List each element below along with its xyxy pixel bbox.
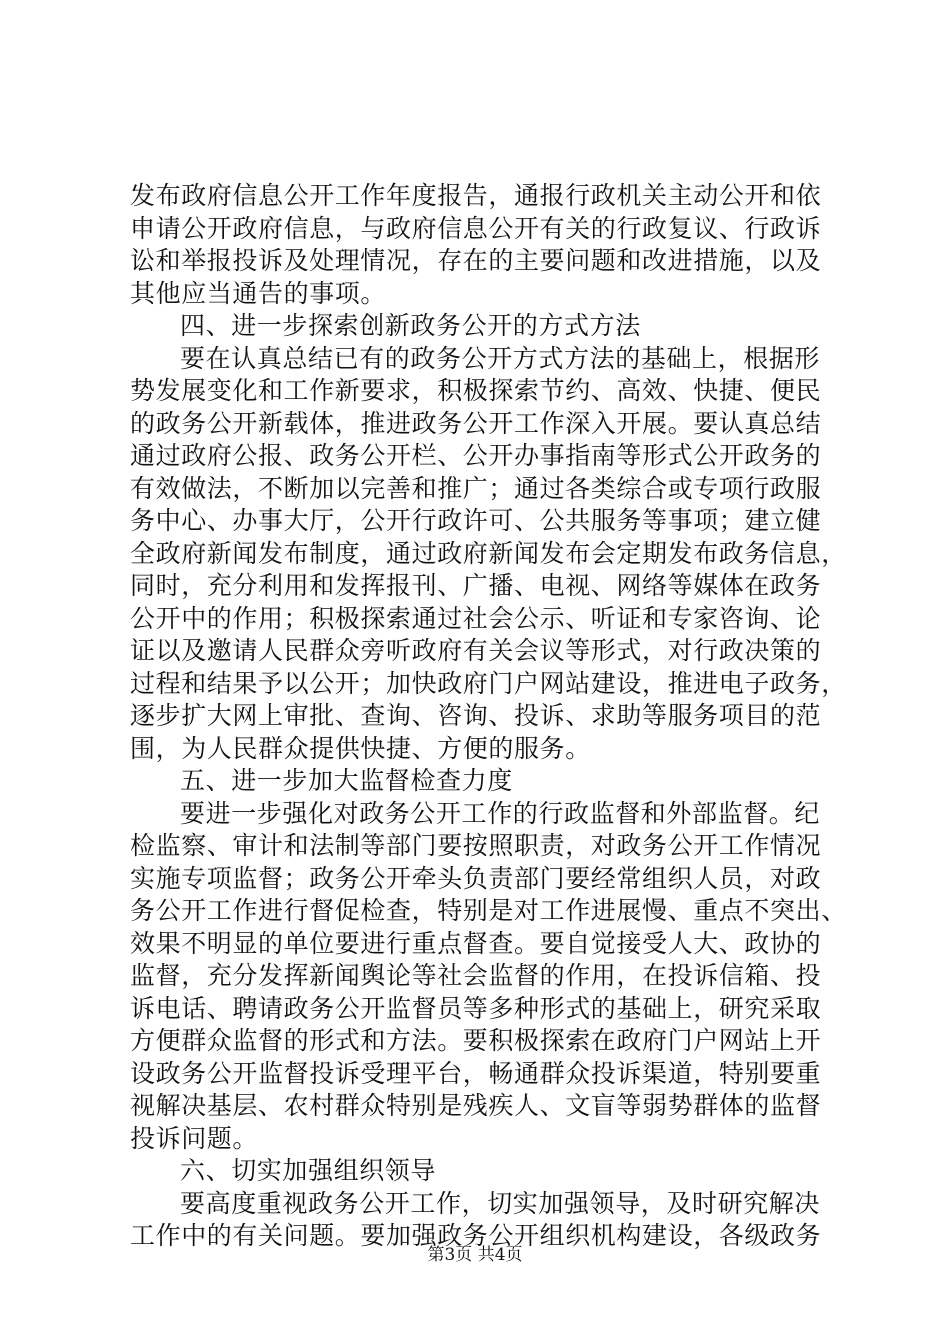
text-line: 全政府新闻发布制度，通过政府新闻发布会定期发布政务信息， bbox=[130, 538, 847, 568]
text-line: 要进一步强化对政务公开工作的行政监督和外部监督。纪 bbox=[180, 798, 821, 828]
section-heading: 六、切实加强组织领导 bbox=[180, 1156, 437, 1185]
text-line: 务公开工作进行督促检查，特别是对工作进展慢、重点不突出、 bbox=[130, 896, 847, 925]
text-line: 检监察、审计和法制等部门要按照职责，对政务公开工作情况 bbox=[130, 831, 822, 860]
text-line: 通过政府公报、政务公开栏、公开办事指南等形式公开政务的 bbox=[130, 441, 822, 470]
text-line: 要高度重视政务公开工作，切实加强领导，及时研究解决 bbox=[180, 1188, 821, 1218]
text-line: 要在认真总结已有的政务公开方式方法的基础上，根据形 bbox=[180, 343, 821, 373]
text-line: 工作中的有关问题。要加强政务公开组织机构建设，各级政务 bbox=[130, 1221, 822, 1250]
text-line: 讼和举报投诉及处理情况，存在的主要问题和改进措施，以及 bbox=[130, 246, 822, 275]
text-line: 视解决基层、农村群众特别是残疾人、文盲等弱势群体的监督 bbox=[130, 1091, 822, 1120]
document-body bbox=[130, 180, 847, 1253]
text-line: 证以及邀请人民群众旁听政府有关会议等形式，对行政决策的 bbox=[130, 636, 822, 665]
text-line: 公开中的作用；积极探索通过社会公示、听证和专家咨询、论 bbox=[130, 603, 822, 633]
text-line: 方便群众监督的形式和方法。要积极探索在政府门户网站上开 bbox=[130, 1026, 822, 1055]
text-line: 其他应当通告的事项。 bbox=[130, 278, 387, 308]
text-line: 诉电话、聘请政务公开监督员等多种形式的基础上，研究采取 bbox=[130, 993, 822, 1023]
section-heading: 五、进一步加大监督检查力度 bbox=[180, 766, 513, 795]
text-line: 有效做法，不断加以完善和推广；通过各类综合或专项行政服 bbox=[130, 473, 822, 503]
text-line: 监督，充分发挥新闻舆论等社会监督的作用，在投诉信箱、投 bbox=[130, 961, 822, 990]
text-line: 发布政府信息公开工作年度报告，通报行政机关主动公开和依 bbox=[130, 181, 822, 210]
section-heading: 四、进一步探索创新政务公开的方式方法 bbox=[180, 311, 641, 340]
text-line: 务中心、办事大厅，公开行政许可、公共服务等事项；建立健 bbox=[130, 506, 822, 535]
text-line: 申请公开政府信息，与政府信息公开有关的行政复议、行政诉 bbox=[130, 213, 822, 243]
page-footer: 第3页 共4页 bbox=[427, 1245, 523, 1265]
text-line: 效果不明显的单位要进行重点督查。要自觉接受人大、政协的 bbox=[130, 928, 822, 958]
text-line: 投诉问题。 bbox=[130, 1123, 259, 1153]
text-line: 围，为人民群众提供快捷、方便的服务。 bbox=[130, 733, 591, 763]
text-line: 设政务公开监督投诉受理平台，畅通群众投诉渠道，特别要重 bbox=[130, 1058, 822, 1088]
text-line: 逐步扩大网上审批、查询、咨询、投诉、求助等服务项目的范 bbox=[130, 701, 822, 730]
text-line: 势发展变化和工作新要求，积极探索节约、高效、快捷、便民 bbox=[130, 376, 822, 405]
text-line: 实施专项监督；政务公开牵头负责部门要经常组织人员，对政 bbox=[130, 863, 822, 893]
text-line: 同时，充分利用和发挥报刊、广播、电视、网络等媒体在政务 bbox=[130, 571, 822, 600]
text-line: 的政务公开新载体，推进政务公开工作深入开展。要认真总结 bbox=[130, 408, 822, 438]
text-line: 过程和结果予以公开；加快政府门户网站建设，推进电子政务， bbox=[130, 668, 847, 698]
